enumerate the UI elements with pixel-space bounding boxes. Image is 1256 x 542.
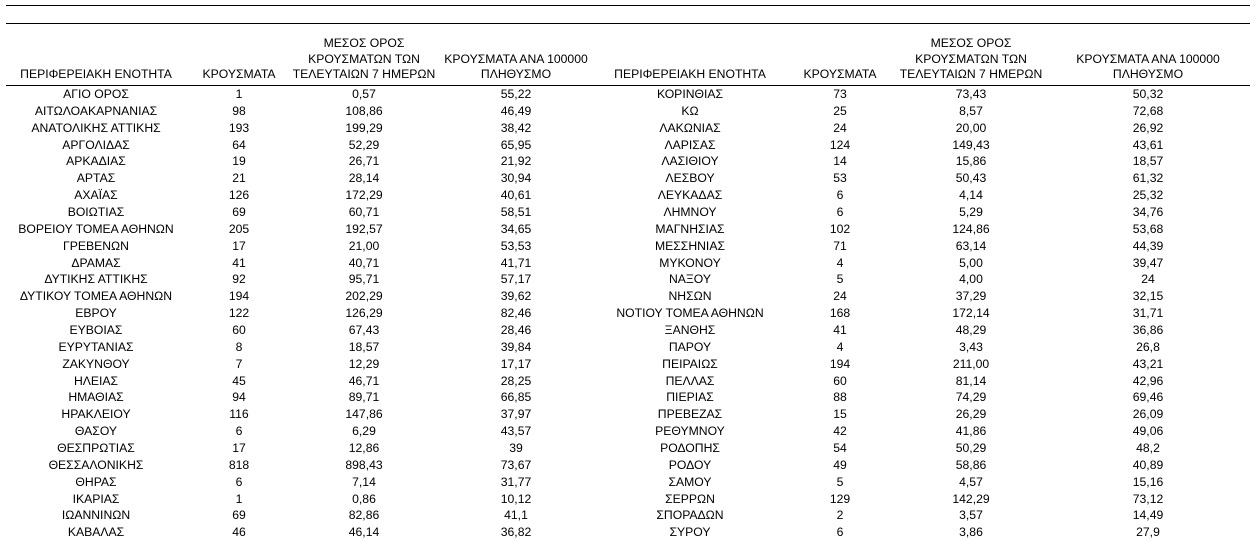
table-row xyxy=(6,338,1250,355)
table-row xyxy=(6,406,1250,423)
avg7-cell: 81,14 xyxy=(955,373,987,388)
region-cell: ΚΩ xyxy=(681,103,699,118)
per100k-cell: 10,12 xyxy=(500,491,532,506)
region-cell: ΑΓΙΟ ΟΡΟΣ xyxy=(63,86,129,101)
region-cell: ΠΑΡΟΥ xyxy=(668,339,712,354)
cases-cell: 102 xyxy=(829,221,851,236)
cases-cell: 1 xyxy=(235,491,243,506)
avg7-cell: 4,57 xyxy=(959,474,983,489)
cases-cell: 98 xyxy=(232,103,246,118)
per100k-cell: 39,47 xyxy=(1132,255,1164,270)
region-cell: ΚΑΒΑΛΑΣ xyxy=(67,525,125,540)
region-cell: ΙΚΑΡΙΑΣ xyxy=(72,491,120,506)
avg7-cell: 26,71 xyxy=(348,154,380,169)
region-cell: ΖΑΚΥΝΘΟΥ xyxy=(62,356,130,371)
per100k-cell: 27,9 xyxy=(1136,525,1160,540)
table-row xyxy=(6,524,1250,541)
table-row xyxy=(6,85,1250,102)
table-row xyxy=(6,254,1250,271)
region-cell: ΜΥΚΟΝΟΥ xyxy=(659,255,721,270)
per100k-cell: 40,61 xyxy=(500,188,532,203)
avg7-cell: 50,29 xyxy=(955,440,987,455)
cases-cell: 129 xyxy=(829,491,851,506)
per100k-cell: 72,68 xyxy=(1132,103,1164,118)
region-cell: ΜΑΓΝΗΣΙΑΣ xyxy=(655,221,725,236)
cases-cell: 94 xyxy=(232,390,246,405)
per100k-cell: 58,51 xyxy=(500,204,532,219)
region-cell: ΣΕΡΡΩΝ xyxy=(665,491,715,506)
region-cell: ΑΡΤΑΣ xyxy=(76,171,116,186)
avg7-cell: 28,14 xyxy=(348,171,380,186)
cases-cell: 1 xyxy=(235,86,243,101)
header-rule xyxy=(6,23,1250,24)
region-cell: ΚΟΡΙΝΘΙΑΣ xyxy=(656,86,724,101)
table-row xyxy=(6,170,1250,187)
per100k-cell: 18,57 xyxy=(1132,154,1164,169)
table-row xyxy=(6,271,1250,288)
header-avg7: ΜΕΣΟΣ ΟΡΟΣ ΚΡΟΥΣΜΑΤΩΝ ΤΩΝ ΤΕΛΕΥΤΑΙΩΝ 7 ΗΜΕΡΩΝ xyxy=(896,36,1046,85)
avg7-cell: 67,43 xyxy=(348,322,380,337)
cases-cell: 69 xyxy=(232,508,246,523)
cases-cell: 194 xyxy=(829,356,851,371)
avg7-cell: 6,29 xyxy=(352,424,376,439)
avg7-cell: 5,29 xyxy=(959,204,983,219)
cases-cell: 17 xyxy=(232,238,246,253)
region-cell: ΣΥΡΟΥ xyxy=(669,525,711,540)
per100k-cell: 42,96 xyxy=(1132,373,1164,388)
table-row xyxy=(6,372,1250,389)
table-row xyxy=(6,355,1250,372)
avg7-cell: 5,00 xyxy=(959,255,983,270)
cases-cell: 64 xyxy=(232,137,246,152)
avg7-cell: 0,86 xyxy=(352,491,376,506)
per100k-cell: 38,42 xyxy=(500,120,532,135)
per100k-cell: 34,65 xyxy=(500,221,532,236)
region-cell: ΔΥΤΙΚΗΣ ΑΤΤΙΚΗΣ xyxy=(44,272,148,287)
avg7-cell: 192,57 xyxy=(345,221,383,236)
table-row xyxy=(6,220,1250,237)
per100k-cell: 53,53 xyxy=(500,238,532,253)
region-cell: ΛΕΣΒΟΥ xyxy=(665,171,715,186)
region-cell: ΛΗΜΝΟΥ xyxy=(663,204,717,219)
avg7-cell: 73,43 xyxy=(955,86,987,101)
region-cell: ΛΑΡΙΣΑΣ xyxy=(664,137,716,152)
cases-cell: 88 xyxy=(833,390,847,405)
avg7-cell: 12,86 xyxy=(348,440,380,455)
region-cell: ΔΡΑΜΑΣ xyxy=(71,255,121,270)
cases-cell: 15 xyxy=(833,407,847,422)
cases-cell: 41 xyxy=(833,322,847,337)
region-cell: ΣΑΜΟΥ xyxy=(668,474,712,489)
avg7-cell: 7,14 xyxy=(352,474,376,489)
per100k-cell: 39,84 xyxy=(500,339,532,354)
avg7-cell: 40,71 xyxy=(348,255,380,270)
cases-cell: 205 xyxy=(228,221,250,236)
avg7-cell: 89,71 xyxy=(348,390,380,405)
cases-cell: 5 xyxy=(836,474,844,489)
region-cell: ΘΕΣΠΡΩΤΙΑΣ xyxy=(57,440,135,455)
per100k-cell: 41,1 xyxy=(504,508,528,523)
per100k-cell: 49,06 xyxy=(1132,424,1164,439)
per100k-cell: 40,89 xyxy=(1132,457,1164,472)
per100k-cell: 46,49 xyxy=(500,103,532,118)
table-row xyxy=(6,136,1250,153)
cases-cell: 60 xyxy=(232,322,246,337)
cases-cell: 21 xyxy=(232,171,246,186)
avg7-cell: 21,00 xyxy=(348,238,380,253)
cases-cell: 17 xyxy=(232,440,246,455)
avg7-cell: 4,14 xyxy=(959,188,983,203)
avg7-cell: 0,57 xyxy=(352,86,376,101)
avg7-cell: 3,43 xyxy=(959,339,983,354)
cases-cell: 168 xyxy=(829,306,851,321)
table-row xyxy=(6,322,1250,339)
avg7-cell: 124,86 xyxy=(952,221,990,236)
per100k-cell: 32,15 xyxy=(1132,289,1164,304)
cases-cell: 53 xyxy=(833,171,847,186)
header-per100k: ΚΡΟΥΣΜΑΤΑ ΑΝΑ 100000 ΠΛΗΘΥΣΜΟ xyxy=(1046,36,1250,85)
avg7-cell: 898,43 xyxy=(345,457,383,472)
region-cell: ΑΝΑΤΟΛΙΚΗΣ ΑΤΤΙΚΗΣ xyxy=(31,120,161,135)
avg7-cell: 108,86 xyxy=(345,103,383,118)
avg7-cell: 74,29 xyxy=(955,390,987,405)
per100k-cell: 43,21 xyxy=(1132,356,1164,371)
table-row xyxy=(6,237,1250,254)
avg7-cell: 126,29 xyxy=(345,306,383,321)
per100k-cell: 82,46 xyxy=(500,306,532,321)
per100k-cell: 73,67 xyxy=(500,457,532,472)
cases-cell: 2 xyxy=(836,508,844,523)
cases-cell: 19 xyxy=(232,154,246,169)
cases-cell: 73 xyxy=(833,86,847,101)
table-row xyxy=(6,305,1250,322)
avg7-cell: 26,29 xyxy=(955,407,987,422)
cases-cell: 71 xyxy=(833,238,847,253)
region-cell: ΘΗΡΑΣ xyxy=(75,474,117,489)
per100k-cell: 15,16 xyxy=(1132,474,1164,489)
region-cell: ΓΡΕΒΕΝΩΝ xyxy=(63,238,129,253)
per100k-cell: 43,57 xyxy=(500,424,532,439)
avg7-cell: 63,14 xyxy=(955,238,987,253)
avg7-cell: 82,86 xyxy=(348,508,380,523)
cases-cell: 6 xyxy=(235,424,243,439)
region-cell: ΗΜΑΘΙΑΣ xyxy=(68,390,124,405)
per100k-cell: 26,92 xyxy=(1132,120,1164,135)
per100k-cell: 26,8 xyxy=(1136,339,1160,354)
table-row xyxy=(6,423,1250,440)
region-cell: ΗΛΕΙΑΣ xyxy=(73,373,119,388)
table-row xyxy=(6,456,1250,473)
avg7-cell: 41,86 xyxy=(955,424,987,439)
avg7-cell: 20,00 xyxy=(955,120,987,135)
region-cell: ΞΑΝΘΗΣ xyxy=(664,322,716,337)
header-region: ΠΕΡΙΦΕΡΕΙΑΚΗ ΕΝΟΤΗΤΑ xyxy=(596,36,784,85)
avg7-cell: 58,86 xyxy=(955,457,987,472)
per100k-cell: 73,12 xyxy=(1132,491,1164,506)
cases-cell: 69 xyxy=(232,204,246,219)
per100k-cell: 53,68 xyxy=(1132,221,1164,236)
cases-cell: 126 xyxy=(228,188,250,203)
per100k-cell: 26,09 xyxy=(1132,407,1164,422)
avg7-cell: 37,29 xyxy=(955,289,987,304)
avg7-cell: 202,29 xyxy=(345,289,383,304)
header-cases: ΚΡΟΥΣΜΑΤΑ xyxy=(186,36,292,85)
region-cell: ΒΟΡΕΙΟΥ ΤΟΜΕΑ ΑΘΗΝΩΝ xyxy=(18,221,174,236)
avg7-cell: 95,71 xyxy=(348,272,380,287)
cases-cell: 45 xyxy=(232,373,246,388)
cases-cell: 194 xyxy=(228,289,250,304)
cases-cell: 7 xyxy=(235,356,243,371)
per100k-cell: 44,39 xyxy=(1132,238,1164,253)
cases-cell: 6 xyxy=(235,474,243,489)
avg7-cell: 149,43 xyxy=(952,137,990,152)
cases-cell: 122 xyxy=(228,306,250,321)
avg7-cell: 4,00 xyxy=(959,272,983,287)
per100k-cell: 66,85 xyxy=(500,390,532,405)
per100k-cell: 39 xyxy=(509,440,523,455)
per100k-cell: 41,71 xyxy=(500,255,532,270)
per100k-cell: 36,86 xyxy=(1132,322,1164,337)
avg7-cell: 52,29 xyxy=(348,137,380,152)
cases-cell: 124 xyxy=(829,137,851,152)
cases-cell: 6 xyxy=(836,204,844,219)
header-avg7: ΜΕΣΟΣ ΟΡΟΣ ΚΡΟΥΣΜΑΤΩΝ ΤΩΝ ΤΕΛΕΥΤΑΙΩΝ 7 ΗΜΕΡΩΝ xyxy=(292,36,436,85)
cases-cell: 92 xyxy=(232,272,246,287)
per100k-cell: 28,25 xyxy=(500,373,532,388)
per100k-cell: 48,2 xyxy=(1136,440,1160,455)
table-row xyxy=(6,102,1250,119)
region-cell: ΛΑΚΩΝΙΑΣ xyxy=(659,120,721,135)
cases-cell: 60 xyxy=(833,373,847,388)
per100k-cell: 37,97 xyxy=(500,407,532,422)
per100k-cell: 43,61 xyxy=(1132,137,1164,152)
cases-table xyxy=(6,36,1250,541)
per100k-cell: 25,32 xyxy=(1132,188,1164,203)
cases-cell: 46 xyxy=(232,525,246,540)
per100k-cell: 31,77 xyxy=(500,474,532,489)
region-cell: ΔΥΤΙΚΟΥ ΤΟΜΕΑ ΑΘΗΝΩΝ xyxy=(19,289,173,304)
per100k-cell: 69,46 xyxy=(1132,390,1164,405)
cases-cell: 14 xyxy=(833,154,847,169)
top-rule xyxy=(6,5,1250,6)
region-cell: ΠΕΙΡΑΙΩΣ xyxy=(662,356,718,371)
avg7-cell: 12,29 xyxy=(348,356,380,371)
region-cell: ΝΗΣΩΝ xyxy=(668,289,712,304)
table-row xyxy=(6,490,1250,507)
region-cell: ΗΡΑΚΛΕΙΟΥ xyxy=(61,407,131,422)
per100k-cell: 36,82 xyxy=(500,525,532,540)
region-cell: ΛΕΥΚΑΔΑΣ xyxy=(657,188,723,203)
per100k-cell: 34,76 xyxy=(1132,204,1164,219)
region-cell: ΑΙΤΩΛΟΑΚΑΡΝΑΝΙΑΣ xyxy=(34,103,158,118)
per100k-cell: 17,17 xyxy=(500,356,532,371)
header-cases: ΚΡΟΥΣΜΑΤΑ xyxy=(784,36,896,85)
avg7-cell: 60,71 xyxy=(348,204,380,219)
region-cell: ΘΕΣΣΑΛΟΝΙΚΗΣ xyxy=(48,457,144,472)
cases-cell: 41 xyxy=(232,255,246,270)
table-row xyxy=(6,288,1250,305)
region-cell: ΠΡΕΒΕΖΑΣ xyxy=(657,407,723,422)
region-cell: ΑΡΓΟΛΙΔΑΣ xyxy=(62,137,130,152)
region-cell: ΝΑΞΟΥ xyxy=(668,272,712,287)
cases-cell: 116 xyxy=(229,407,249,422)
region-cell: ΡΟΔΟΠΗΣ xyxy=(660,440,720,455)
avg7-cell: 3,86 xyxy=(959,525,983,540)
header-row xyxy=(6,36,1250,85)
region-cell: ΝΟΤΙΟΥ ΤΟΜΕΑ ΑΘΗΝΩΝ xyxy=(616,306,764,321)
header-per100k: ΚΡΟΥΣΜΑΤΑ ΑΝΑ 100000 ΠΛΗΘΥΣΜΟ xyxy=(436,36,596,85)
cases-cell: 4 xyxy=(836,339,844,354)
per100k-cell: 65,95 xyxy=(500,137,532,152)
per100k-cell: 50,32 xyxy=(1132,86,1164,101)
region-cell: ΠΙΕΡΙΑΣ xyxy=(666,390,714,405)
per100k-cell: 39,62 xyxy=(500,289,532,304)
cases-cell: 49 xyxy=(833,457,847,472)
avg7-cell: 15,86 xyxy=(955,154,987,169)
region-cell: ΙΩΑΝΝΙΝΩΝ xyxy=(61,508,131,523)
cases-cell: 4 xyxy=(836,255,844,270)
avg7-cell: 50,43 xyxy=(955,171,987,186)
cases-cell: 24 xyxy=(833,120,847,135)
region-cell: ΛΑΣΙΘΙΟΥ xyxy=(661,154,719,169)
avg7-cell: 147,86 xyxy=(345,407,383,422)
table-row xyxy=(6,440,1250,457)
table-row xyxy=(6,204,1250,221)
table-row xyxy=(6,119,1250,136)
cases-cell: 8 xyxy=(235,339,243,354)
per100k-cell: 24 xyxy=(1141,272,1155,287)
avg7-cell: 142,29 xyxy=(952,491,990,506)
region-cell: ΑΡΚΑΔΙΑΣ xyxy=(66,154,126,169)
region-cell: ΡΟΔΟΥ xyxy=(668,457,712,472)
region-cell: ΣΠΟΡΑΔΩΝ xyxy=(656,508,724,523)
cases-cell: 6 xyxy=(836,188,844,203)
cases-cell: 193 xyxy=(228,120,250,135)
per100k-cell: 55,22 xyxy=(500,86,532,101)
region-cell: ΠΕΛΛΑΣ xyxy=(665,373,715,388)
region-cell: ΡΕΘΥΜΝΟΥ xyxy=(655,424,725,439)
avg7-cell: 199,29 xyxy=(345,120,383,135)
table-row xyxy=(6,507,1250,524)
cases-cell: 818 xyxy=(228,457,250,472)
region-cell: ΕΒΡΟΥ xyxy=(75,306,117,321)
region-cell: ΒΟΙΩΤΙΑΣ xyxy=(67,204,125,219)
table-row xyxy=(6,187,1250,204)
per100k-cell: 28,46 xyxy=(500,322,532,337)
per100k-cell: 61,32 xyxy=(1132,171,1164,186)
table-row xyxy=(6,389,1250,406)
avg7-cell: 3,57 xyxy=(959,508,983,523)
cases-cell: 25 xyxy=(833,103,847,118)
cases-cell: 5 xyxy=(836,272,844,287)
table-row xyxy=(6,153,1250,170)
header-region: ΠΕΡΙΦΕΡΕΙΑΚΗ ΕΝΟΤΗΤΑ xyxy=(6,36,186,85)
region-cell: ΕΥΒΟΙΑΣ xyxy=(69,322,123,337)
avg7-cell: 172,14 xyxy=(952,306,990,321)
cases-cell: 42 xyxy=(833,424,847,439)
cases-cell: 6 xyxy=(836,525,844,540)
avg7-cell: 8,57 xyxy=(959,103,983,118)
region-cell: ΘΑΣΟΥ xyxy=(74,424,118,439)
region-cell: ΑΧΑΪΑΣ xyxy=(74,188,118,203)
avg7-cell: 48,29 xyxy=(955,322,987,337)
per100k-cell: 31,71 xyxy=(1132,306,1164,321)
region-cell: ΕΥΡΥΤΑΝΙΑΣ xyxy=(58,339,134,354)
avg7-cell: 18,57 xyxy=(348,339,380,354)
per100k-cell: 21,92 xyxy=(500,154,532,169)
cases-cell: 24 xyxy=(833,289,847,304)
avg7-cell: 46,14 xyxy=(348,525,380,540)
per100k-cell: 30,94 xyxy=(500,171,532,186)
region-cell: ΜΕΣΣΗΝΙΑΣ xyxy=(654,238,725,253)
cases-cell: 54 xyxy=(833,440,847,455)
table-row xyxy=(6,473,1250,490)
avg7-cell: 46,71 xyxy=(348,373,380,388)
per100k-cell: 57,17 xyxy=(500,272,532,287)
avg7-cell: 211,00 xyxy=(952,356,990,371)
avg7-cell: 172,29 xyxy=(345,188,383,203)
per100k-cell: 14,49 xyxy=(1132,508,1164,523)
